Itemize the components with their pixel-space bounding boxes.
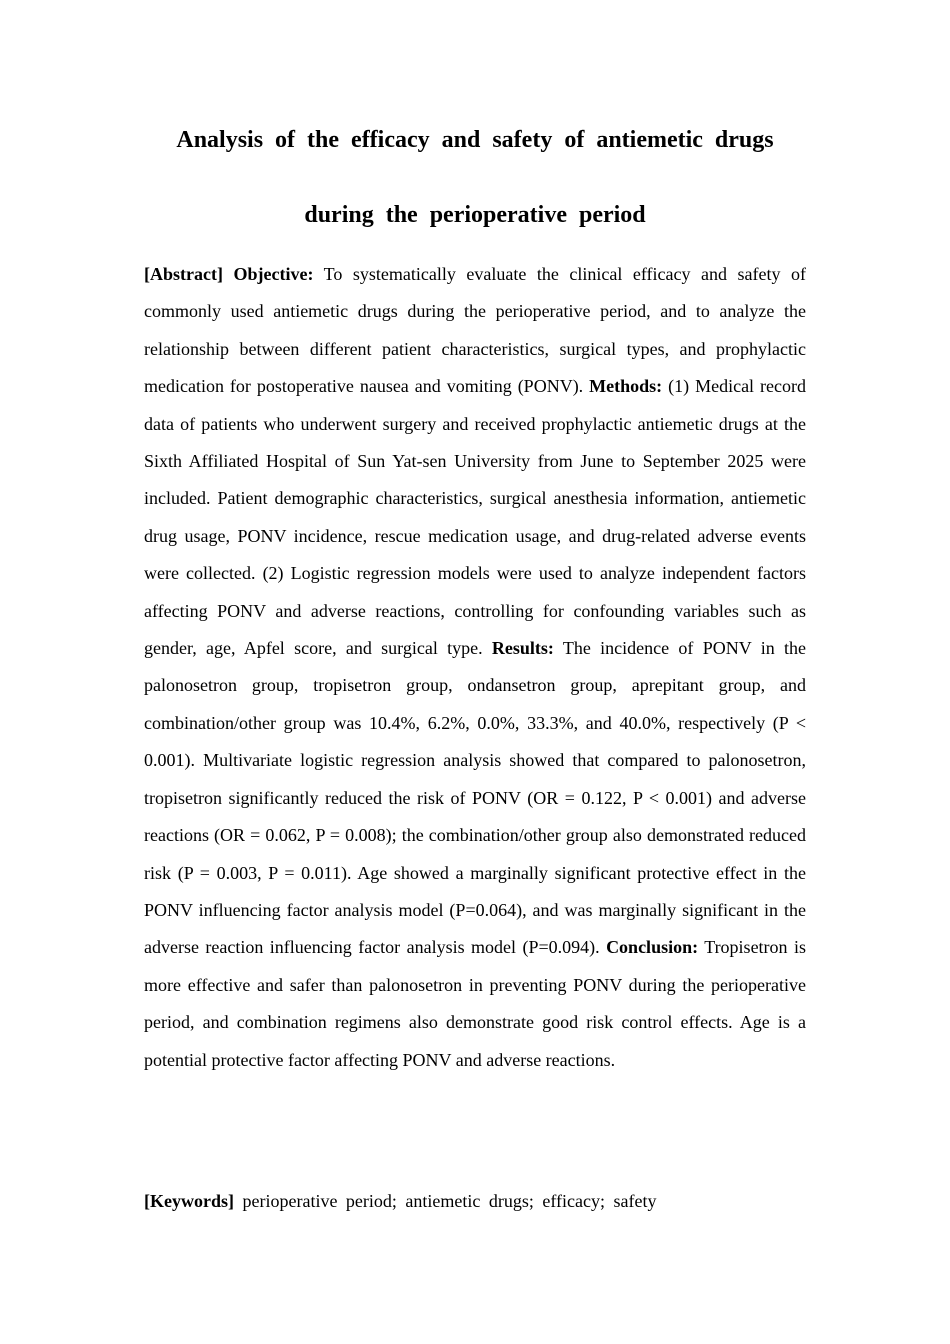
paper-title-line-2: during the perioperative period [304, 202, 646, 228]
conclusion-label: Conclusion: [606, 937, 699, 958]
paper-title-line-1: Analysis of the efficacy and safety of antiemetic drugs [176, 127, 774, 153]
abstract-tag: [Abstract] [144, 264, 223, 284]
keywords-text: perioperative period; antiemetic drugs; efficacy; safety [242, 1191, 657, 1211]
results-text: The incidence of PONV in the palonosetron group, tropisetron group, ondansetron group, aprepitant group, and combination/other group was 10.4%, 6.2%, 0.0%, 33.3%, and 40.0%, respectively (P < 0.001). Multivariate logistic regression analysis showed that compared to palonosetron, tropisetron significantly reduced the risk of PONV (OR = 0.122, P < 0.001) and adverse reactions (OR = 0.062, P = 0.008); the combination/other group also demonstrated reduced risk (P = 0.003, P = 0.011). Age showed a marginally significant protective effect in the PONV influencing factor analysis model (P=0.064), and was marginally significant in the adverse reaction influencing factor analysis model (P=0.094). [144, 638, 806, 958]
abstract-paragraph [144, 256, 806, 1079]
keywords-tag: [Keywords] [144, 1191, 234, 1211]
methods-text: (1) Medical record data of patients who underwent surgery and received prophylactic antiemetic drugs at the Sixth Affiliated Hospital of Sun Yat-sen University from June to September 2025 were included. Patient demographic characteristics, surgical anesthesia information, antiemetic drug usage, PONV incidence, rescue medication usage, and drug-related adverse events were collected. (2) Logistic regression models were used to analyze independent factors affecting PONV and adverse reactions, controlling for confounding variables such as gender, age, Apfel score, and surgical type. [144, 376, 806, 659]
results-label: Results: [491, 638, 554, 659]
keywords-paragraph [144, 1189, 806, 1213]
objective-label: Objective: [233, 264, 314, 284]
conclusion-text: Tropisetron is more effective and safer than palonosetron in preventing PONV during the perioperative period, and combination regimens also demonstrate good risk control effects. Age is a potential protective factor affecting PONV and adverse reactions. [144, 937, 806, 1070]
methods-label: Methods: [589, 376, 663, 397]
objective-text: To systematically evaluate the clinical efficacy and safety of commonly used antiemetic drugs during the perioperative period, and to analyze the relationship between different patient characteristics, surgical types, and prophylactic medication for postoperative nausea and vomiting (PONV). [144, 264, 806, 397]
